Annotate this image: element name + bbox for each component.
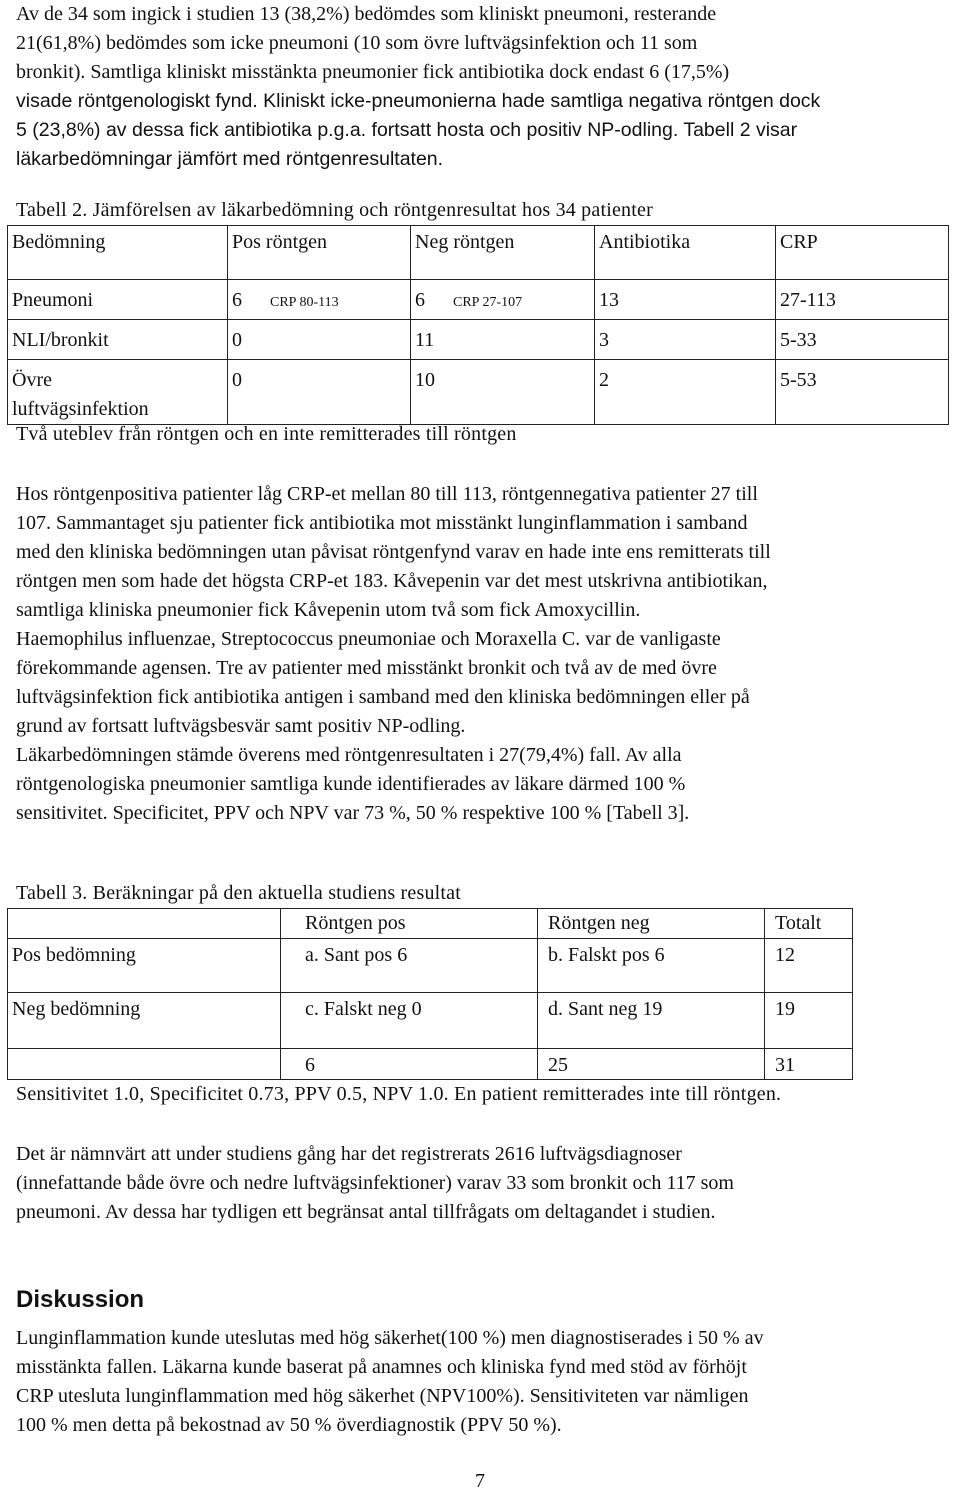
crp-cell: 27-113 (776, 280, 949, 320)
pos-total-cell: 6 (281, 1049, 538, 1080)
table3-caption: Tabell 3. Beräkningar på den aktuella studiens resultat (16, 882, 462, 904)
text-line: röntgen men som hade det högsta CRP-et 183. Kåvepenin var det mest utskrivna antibiotikan, (16, 570, 768, 592)
results-paragraph (16, 480, 956, 828)
pos-cell: 0 (228, 360, 411, 425)
table3-footnote: Sensitivitet 1.0, Specificitet 0.73, PPV 0.5, NPV 1.0. En patient remitterades inte till röntgen. (16, 1083, 782, 1105)
discussion-paragraph (16, 1324, 956, 1440)
neg-cell: 11 (411, 320, 595, 360)
neg-cell: 10 (411, 360, 595, 425)
header-cell: Neg röntgen (411, 226, 595, 280)
row-label (8, 1049, 281, 1080)
text-line: Det är nämnvärt att under studiens gång har det registrerats 2616 luftvägsdiagnoser (16, 1143, 682, 1165)
row-label: Pneumoni (8, 280, 228, 320)
table-row (8, 993, 853, 1049)
header-cell: Bedömning (8, 226, 228, 280)
table-row (8, 1049, 853, 1080)
table3 (7, 908, 853, 1080)
intro-line: 5 (23,8%) av dessa fick antibiotika p.g.a. fortsatt hosta och positiv NP-odling. Tabell 2 visar (16, 119, 798, 141)
text-line: pneumoni. Av dessa har tydligen ett begränsat antal tillfrågats om deltagandet i studien. (16, 1201, 716, 1223)
table-row (8, 280, 949, 320)
pos-cell: 0 (228, 320, 411, 360)
ab-cell: 3 (595, 320, 776, 360)
pos-cell: 6 CRP 80-113 (228, 280, 411, 320)
text-line: sensitivitet. Specificitet, PPV och NPV var 73 %, 50 % respektive 100 % [Tabell 3]. (16, 802, 690, 824)
intro-line: 21(61,8%) bedömdes som icke pneumoni (10 som övre luftvägsinfektion och 11 som (16, 32, 698, 54)
text-line: 100 % men detta på bekostnad av 50 % överdiagnostik (PPV 50 %). (16, 1414, 562, 1436)
table2 (7, 225, 949, 425)
cell-a: a. Sant pos 6 (281, 939, 538, 993)
intro-line: Av de 34 som ingick i studien 13 (38,2%) bedömdes som kliniskt pneumoni, resterande (16, 3, 717, 25)
cell-c: c. Falskt neg 0 (281, 993, 538, 1049)
text-line: med den kliniska bedömningen utan påvisat röntgenfynd varav en hade inte ens remitterats till (16, 541, 771, 563)
neg-cell: 6 CRP 27-107 (411, 280, 595, 320)
text-line: Hos röntgenpositiva patienter låg CRP-et mellan 80 till 113, röntgennegativa patienter 27 till (16, 483, 758, 505)
header-cell: Totalt (765, 909, 853, 939)
header-cell (8, 909, 281, 939)
ab-cell: 13 (595, 280, 776, 320)
registry-paragraph (16, 1140, 956, 1227)
text-line: misstänkta fallen. Läkarna kunde baserat på anamnes och kliniska fynd med stöd av förhöjt (16, 1356, 747, 1378)
table-row (8, 939, 853, 993)
header-cell: Röntgen neg (538, 909, 765, 939)
ab-cell: 2 (595, 360, 776, 425)
table2-footnote: Två uteblev från röntgen och en inte remitterades till röntgen (16, 423, 517, 445)
text-line: röntgenologiska pneumonier samtliga kunde identifierades av läkare därmed 100 % (16, 773, 686, 795)
intro-line: bronkit). Samtliga kliniskt misstänkta pneumonier fick antibiotika dock endast 6 (17,5%) (16, 61, 730, 83)
text-line: luftvägsinfektion fick antibiotika antigen i samband med den kliniska bedömningen eller på (16, 686, 750, 708)
text-line: grund av fortsatt luftvägsbesvär samt positiv NP-odling. (16, 715, 466, 737)
text-line: CRP utesluta lunginflammation med hög säkerhet (NPV100%). Sensitiviteten var nämligen (16, 1385, 749, 1407)
cell-b: b. Falskt pos 6 (538, 939, 765, 993)
header-cell: Antibiotika (595, 226, 776, 280)
total-cell: 12 (765, 939, 853, 993)
row-label: Övre luftvägsinfektion (8, 360, 228, 425)
text-line: samtliga kliniska pneumonier fick Kåvepenin utom två som fick Amoxycillin. (16, 599, 641, 621)
table-header-row (8, 226, 949, 280)
table-row (8, 360, 949, 425)
intro-line: visade röntgenologiskt fynd. Kliniskt icke-pneumonierna hade samtliga negativa röntgen dock (16, 90, 821, 112)
section-heading: Diskussion (16, 1286, 145, 1313)
row-label: NLI/bronkit (8, 320, 228, 360)
row-label: Neg bedömning (8, 993, 281, 1049)
intro-line: läkarbedömningar jämfört med röntgenresultaten. (16, 148, 444, 170)
text-line: förekommande agensen. Tre av patienter med misstänkt bronkit och två av de med övre (16, 657, 717, 679)
text-line: 107. Sammantaget sju patienter fick antibiotika mot misstänkt lunginflammation i samband (16, 512, 748, 534)
cell-d: d. Sant neg 19 (538, 993, 765, 1049)
crp-cell: 5-53 (776, 360, 949, 425)
table-row (8, 320, 949, 360)
crp-cell: 5-33 (776, 320, 949, 360)
header-cell: Röntgen pos (281, 909, 538, 939)
row-label: Pos bedömning (8, 939, 281, 993)
text-line: Lunginflammation kunde uteslutas med hög säkerhet(100 %) men diagnostiserades i 50 % av (16, 1327, 764, 1349)
page-number: 7 (475, 1470, 485, 1492)
total-cell: 19 (765, 993, 853, 1049)
table-header-row (8, 909, 853, 939)
neg-total-cell: 25 (538, 1049, 765, 1080)
intro-paragraph (16, 0, 952, 174)
text-line: (innefattande både övre och nedre luftvägsinfektioner) varav 33 som bronkit och 117 som (16, 1172, 734, 1194)
table2-caption: Tabell 2. Jämförelsen av läkarbedömning och röntgenresultat hos 34 patienter (16, 199, 653, 221)
header-cell: CRP (776, 226, 949, 280)
header-cell: Pos röntgen (228, 226, 411, 280)
text-line: Läkarbedömningen stämde överens med röntgenresultaten i 27(79,4%) fall. Av alla (16, 744, 682, 766)
grand-total-cell: 31 (765, 1049, 853, 1080)
text-line: Haemophilus influenzae, Streptococcus pneumoniae och Moraxella C. var de vanligaste (16, 628, 721, 650)
